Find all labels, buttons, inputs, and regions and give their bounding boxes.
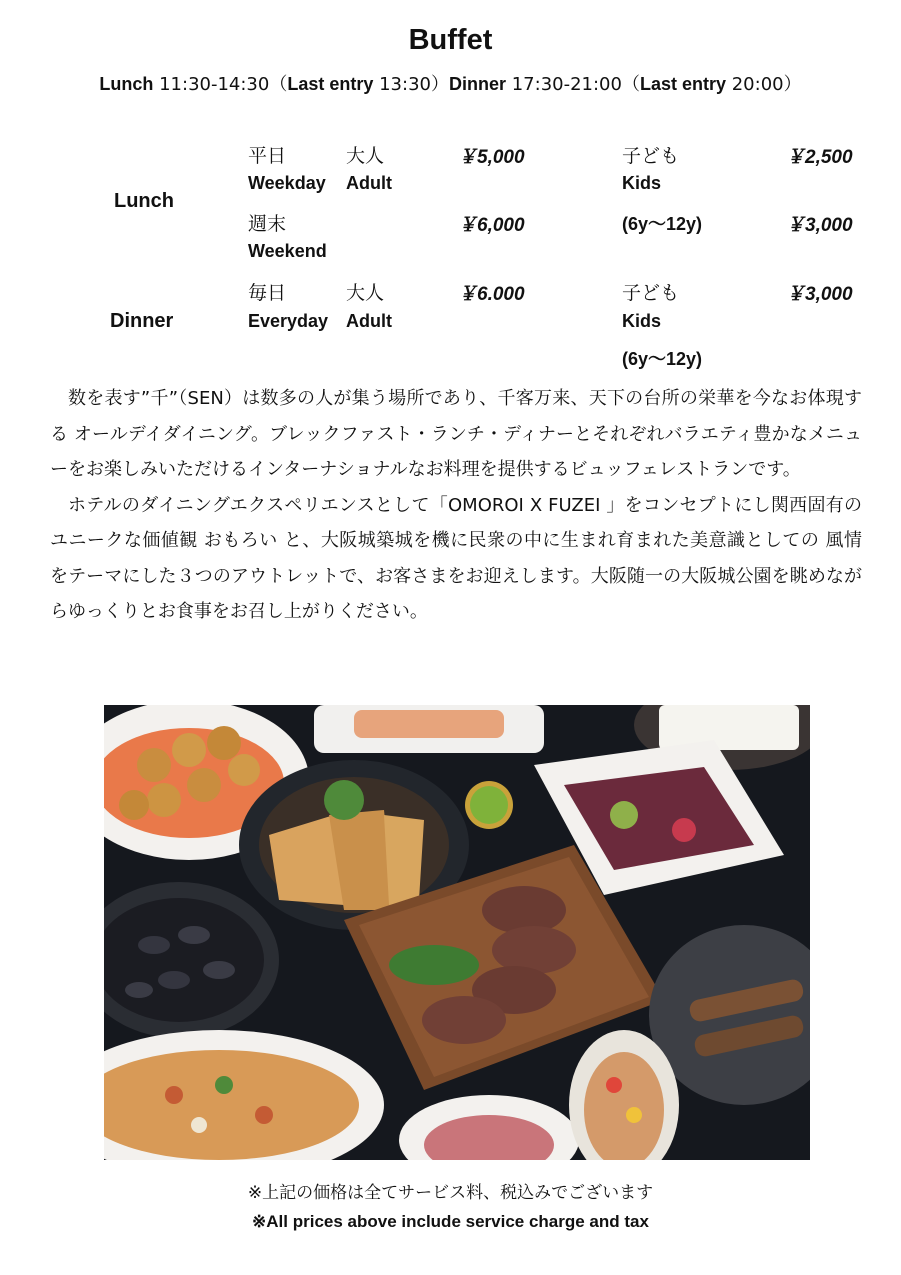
dinner-last-entry-label: Last entry	[639, 74, 726, 94]
dinner-label: Dinner	[110, 310, 174, 332]
dinner-adult-en: Adult	[346, 311, 392, 331]
lunch-adult-jp: 大人	[346, 145, 385, 167]
lunch-weekday-adult-price: ￥5,000	[458, 147, 525, 168]
lunch-kids-age: (6y～12y)	[622, 214, 703, 234]
lunch-weekday-kids-price: ￥2,500	[786, 147, 853, 168]
price-note-en: ※All prices above include service charge and tax	[252, 1212, 649, 1231]
dinner-hours-time: 17:30-21:00（	[506, 74, 640, 95]
lunch-last-entry-label: Last entry	[287, 74, 374, 94]
lunch-weekday-en: Weekday	[248, 173, 326, 193]
lunch-weekend-en: Weekend	[248, 241, 327, 261]
restaurant-description	[50, 381, 862, 630]
lunch-kids-en: Kids	[622, 173, 662, 193]
opening-hours	[0, 70, 901, 96]
price-note-jp: ※上記の価格は全てサービス料、税込みでございます	[247, 1183, 654, 1203]
lunch-last-entry-time: 13:30）	[373, 74, 449, 95]
lunch-weekday-jp: 平日	[248, 145, 287, 167]
dinner-kids-en: Kids	[622, 311, 662, 331]
lunch-label: Lunch	[114, 190, 174, 212]
dinner-adult-jp: 大人	[346, 282, 385, 304]
dinner-kids-price: ￥3,000	[786, 284, 853, 305]
dinner-kids-age: (6y～12y)	[622, 349, 703, 369]
description-paragraph-2: ホテルのダイニングエクスペリエンスとして「OMOROI X FUZEI 」をコンセプトにし関西固有のユニークな価値観 おもろい と、大阪城築城を機に民衆の中に生まれ育まれた美意識としての 風情 をテーマにした３つのアウトレットで、お客さまをお迎えします。大阪随一の大阪城公園を眺めながらゆっくりとお食事をお召し上がりください。	[50, 494, 862, 622]
dinner-adult-price: ￥6.000	[458, 284, 525, 305]
lunch-hours-time: 11:30-14:30（	[153, 74, 288, 95]
page-title: Buffet	[408, 24, 493, 56]
buffet-food-photo	[104, 705, 810, 1160]
dinner-last-entry-time: 20:00）	[726, 74, 802, 95]
dinner-hours-label: Dinner	[448, 74, 506, 94]
lunch-weekend-adult-price: ￥6,000	[458, 215, 525, 236]
dinner-everyday-jp: 毎日	[248, 282, 287, 304]
dinner-kids-jp: 子ども	[622, 282, 680, 304]
lunch-adult-en: Adult	[346, 173, 392, 193]
lunch-hours-label: Lunch	[99, 74, 154, 94]
description-paragraph-1: 数を表す”千”（SEN）は数多の人が集う場所であり、千客万来、天下の台所の栄華を今なお体現する オールデイダイニング。ブレックファスト・ランチ・ディナーとそれぞれバラエティ豊かなメニューをお楽しみいただけるインターナショナルなお料理を提供するビュッフェレストランです。	[50, 388, 863, 480]
buffet-food-illustration	[104, 705, 810, 1160]
lunch-weekend-kids-price: ￥3,000	[786, 215, 853, 236]
dinner-everyday-en: Everyday	[248, 311, 329, 331]
lunch-kids-jp: 子ども	[622, 145, 680, 167]
lunch-weekend-jp: 週末	[248, 213, 287, 235]
